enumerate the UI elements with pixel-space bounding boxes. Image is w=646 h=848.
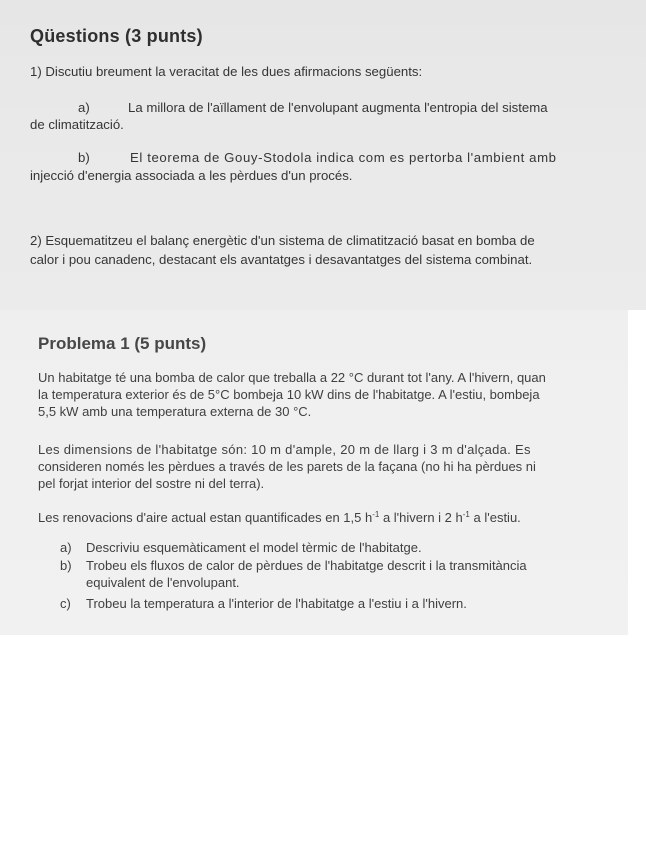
winter-exponent: -1: [372, 510, 380, 519]
problem-item-b-line2: equivalent de l'envolupant.: [86, 575, 240, 590]
question-1a-line1: La millora de l'aïllament de l'envolupant augmenta l'entropia del sistema: [128, 100, 548, 115]
questions-heading: Qüestions (3 punts): [30, 26, 203, 46]
problem-paragraph-1-line1: Un habitatge té una bomba de calor que treballa a 22 °C durant tot l'any. A l'hivern, quan: [38, 370, 546, 385]
renovations-text-start: Les renovacions d'aire actual estan quantificades en 1,5 h: [38, 510, 373, 525]
question-1b-line2: injecció d'energia associada a les pèrdues d'un procés.: [30, 168, 353, 183]
problem-item-b-line1: Trobeu els fluxos de calor de pèrdues de l'habitatge descrit i la transmitància: [86, 558, 527, 573]
question-1b-line1: El teorema de Gouy-Stodola indica com es pertorba l'ambient amb: [130, 150, 557, 165]
question-1b-label: b): [78, 150, 90, 165]
problem-paragraph-2-line3: pel forjat interior del sostre ni del terra).: [38, 476, 265, 491]
problem-paragraph-1-line2: la temperatura exterior és de 5°C bombeja 10 kW dins de l'habitatge. A l'estiu, bombeja: [38, 387, 540, 402]
question-2-line1: 2) Esquematitzeu el balanç energètic d'un sistema de climatització basat en bomba de: [30, 233, 535, 248]
problem-paragraph-2-line2: consideren només les pèrdues a través de les parets de la façana (no hi ha pèrdues ni: [38, 459, 536, 474]
renovations-text-end: a l'estiu.: [469, 510, 521, 525]
summer-exponent: -1: [462, 510, 470, 519]
problem-item-c-label: c): [60, 596, 71, 611]
problem-item-b-label: b): [60, 558, 72, 573]
question-1-text: 1) Discutiu breument la veracitat de les dues afirmacions següents:: [30, 64, 423, 79]
renovations-text-mid: a l'hivern i 2 h: [379, 510, 463, 525]
problem-paragraph-3: [38, 510, 521, 525]
problem-item-c-text: Trobeu la temperatura a l'interior de l'habitatge a l'estiu i a l'hivern.: [86, 596, 467, 611]
questions-sheet: [0, 0, 646, 310]
problem-item-a-label: a): [60, 540, 72, 555]
problem-heading: Problema 1 (5 punts): [38, 334, 207, 353]
problem-item-a-text: Descriviu esquemàticament el model tèrmic de l'habitatge.: [86, 540, 422, 555]
problem-paragraph-2-line1: Les dimensions de l'habitatge són: 10 m d'ample, 20 m de llarg i 3 m d'alçada. Es: [38, 442, 531, 457]
question-1a-label: a): [78, 100, 90, 115]
question-2-line2: calor i pou canadenc, destacant els avantatges i desavantatges del sistema combinat.: [30, 252, 533, 267]
problem-paragraph-1-line3: 5,5 kW amb una temperatura externa de 30 °C.: [38, 404, 312, 419]
question-1a-line2: de climatització.: [30, 117, 124, 132]
